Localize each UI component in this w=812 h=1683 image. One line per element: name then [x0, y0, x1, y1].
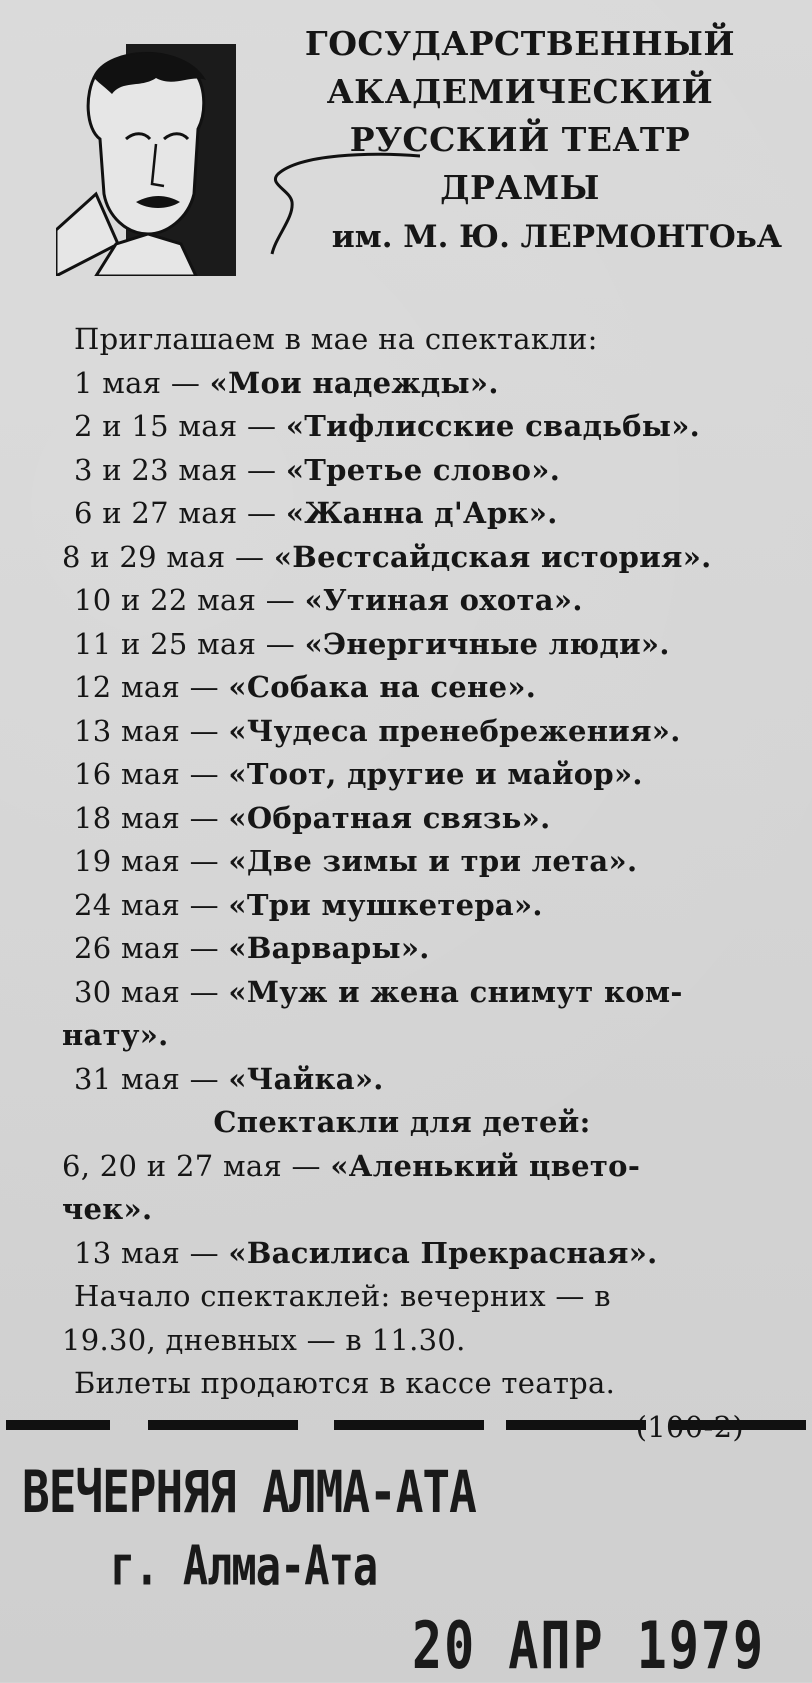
performance-title: «Аленький цвето- [330, 1148, 641, 1183]
dashed-divider [6, 1418, 806, 1432]
performance-row [62, 666, 802, 710]
performance-date: 11 и 25 мая — [74, 626, 296, 661]
performance-title: «Энергичные люди». [304, 626, 670, 661]
performance-date: 26 мая — [74, 931, 219, 965]
performance-title: «Две зимы и три лета». [228, 844, 638, 878]
performance-title: «Чайка». [228, 1061, 384, 1096]
performance-date: 6 и 27 мая — [74, 496, 277, 530]
start-times-line-2: 19.30, дневных — в 11.30. [62, 1322, 466, 1357]
performance-listing [62, 318, 802, 1449]
performance-date: 13 мая — [74, 1235, 219, 1270]
performance-date: 18 мая — [74, 800, 219, 835]
lermontov-portrait-icon [56, 44, 236, 276]
performance-date: 30 мая — [74, 974, 219, 1009]
theatre-header [250, 20, 790, 262]
performance-row [62, 884, 802, 928]
performance-title: нату». [62, 1018, 169, 1052]
performance-title: «Собака на сене». [228, 670, 537, 704]
stamp-newspaper-name: ВЕЧЕРНЯЯ АЛМА-АТА [22, 1458, 476, 1526]
children-performance-row [62, 1232, 802, 1276]
performance-title: «Тоот, другие и майор». [228, 757, 643, 791]
performance-row [62, 1058, 802, 1102]
performance-date: 1 мая — [74, 365, 201, 400]
performance-date: 8 и 29 мая — [62, 539, 265, 574]
children-heading: Спектакли для детей: [213, 1105, 591, 1139]
header-line-4: ДРАМЫ [440, 168, 600, 207]
performance-date: 19 мая — [74, 844, 219, 878]
performance-row [62, 797, 802, 841]
performance-row [62, 536, 802, 580]
performance-row [62, 579, 802, 623]
performance-title: «Утиная охота». [304, 583, 583, 617]
start-times-line-1: Начало спектаклей: вечерних — в [74, 1279, 611, 1313]
performance-title: «Третье слово». [285, 452, 561, 487]
performance-row [62, 927, 802, 971]
newspaper-stamp [22, 1458, 802, 1683]
tickets-info: Билеты продаются в кассе театра. [74, 1366, 616, 1400]
performance-row [62, 753, 802, 797]
performance-row [62, 1014, 802, 1058]
performance-date: 2 и 15 мая — [74, 409, 277, 443]
header-line-3: РУССКИЙ ТЕАТР [349, 120, 691, 159]
performance-date: 12 мая — [74, 670, 219, 704]
performance-date: 3 и 23 мая — [74, 452, 277, 487]
stamp-date: 20 АПР 1979 [412, 1608, 766, 1683]
performance-row [62, 840, 802, 884]
performance-title: «Три мушкетера». [228, 887, 543, 922]
performance-row [62, 362, 802, 406]
performance-title: «Чудеса пренебрежения». [228, 713, 681, 748]
performance-date: 31 мая — [74, 1061, 219, 1096]
performance-date: 24 мая — [74, 887, 219, 922]
performance-date: 16 мая — [74, 757, 219, 791]
header-dedication: им. М. Ю. ЛЕРМОНТОьА [331, 219, 782, 255]
header-line-1: ГОСУДАРСТВЕННЫЙ [304, 24, 736, 63]
performance-date: 13 мая — [74, 713, 219, 748]
header-line-2: АКАДЕМИЧЕСКИЙ [326, 72, 714, 111]
performance-date: 6, 20 и 27 мая — [62, 1148, 321, 1183]
performance-row [62, 449, 802, 493]
performance-title: «Жанна д'Арк». [285, 496, 558, 530]
performance-title: «Василиса Прекрасная». [228, 1235, 658, 1270]
performance-title: «Тифлисские свадьбы». [285, 409, 701, 443]
children-performance-row [62, 1188, 802, 1232]
performance-title: «Обратная связь». [228, 800, 551, 835]
performance-row [62, 492, 802, 536]
performance-row [62, 710, 802, 754]
performance-title: «Вестсайдская история». [273, 539, 712, 574]
performance-title: «Муж и жена снимут ком- [228, 974, 683, 1009]
intro-text: Приглашаем в мае на спектакли: [74, 322, 598, 356]
performance-row [62, 623, 802, 667]
performance-row [62, 971, 802, 1015]
children-performance-row [62, 1145, 802, 1189]
performance-title: «Мои надежды». [209, 365, 499, 400]
performance-title: «Варвары». [228, 931, 430, 965]
performance-title: чек». [62, 1192, 153, 1226]
performance-row [62, 405, 802, 449]
stamp-city: г. Алма-Ата [110, 1534, 378, 1598]
performance-date: 10 и 22 мая — [74, 583, 296, 617]
